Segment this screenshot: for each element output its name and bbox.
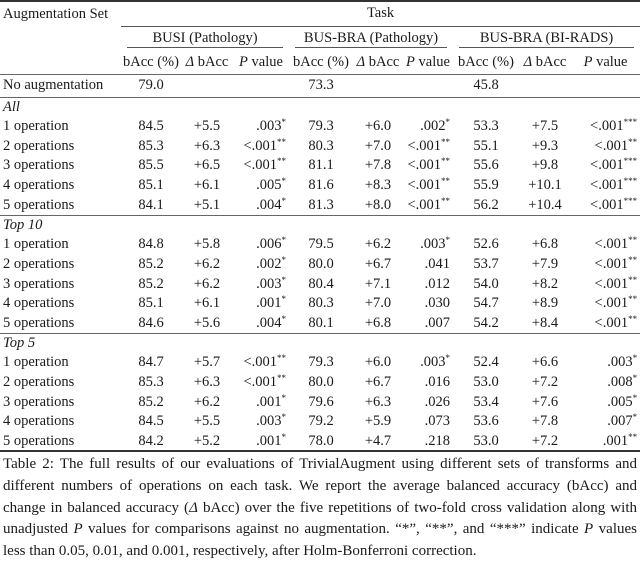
delta-bacc-value: +7.1 xyxy=(364,275,392,292)
row-label: 2 operations xyxy=(3,373,75,390)
bacc-value: 84.6 xyxy=(138,314,164,331)
delta-bacc-value: +9.8 xyxy=(531,157,559,174)
row-label: 1 operation xyxy=(3,236,69,253)
row-label: 3 operations xyxy=(3,393,75,410)
bacc-value: 55.6 xyxy=(473,157,499,174)
delta-bacc-value: +5.1 xyxy=(193,196,221,213)
table-row xyxy=(0,195,640,215)
p-value: .008* xyxy=(607,372,638,390)
p-value: .004* xyxy=(256,195,286,213)
delta-bacc-value: +8.9 xyxy=(531,295,559,312)
p-value: <.001** xyxy=(594,294,638,312)
row-label: 4 operations xyxy=(3,295,75,312)
p-value: .030 xyxy=(424,295,450,312)
p-value: <.001** xyxy=(243,136,286,154)
p-value: <.001** xyxy=(594,235,638,253)
p-value: .004* xyxy=(256,313,286,331)
significance-stars: * xyxy=(281,392,286,403)
bacc-value: 85.1 xyxy=(138,295,164,312)
bacc-value: 52.6 xyxy=(473,236,499,253)
table-row xyxy=(0,274,640,294)
p-value: <.001** xyxy=(243,372,286,390)
p-value: .007* xyxy=(607,412,638,430)
section-title: Top 10 xyxy=(3,216,43,233)
p-value: .001* xyxy=(256,431,286,449)
bacc-value: 79.3 xyxy=(308,118,334,135)
p-value: .002* xyxy=(256,254,286,272)
significance-stars: ** xyxy=(628,313,638,324)
bacc-value: 53.0 xyxy=(473,373,499,390)
bacc-value: 80.1 xyxy=(308,314,334,331)
bacc-value: 84.7 xyxy=(138,354,164,371)
significance-stars: ** xyxy=(277,156,286,167)
delta-bacc-value: +8.4 xyxy=(531,314,559,331)
bacc-value: 52.4 xyxy=(473,354,499,371)
p-value: <.001** xyxy=(594,274,638,292)
p-value: .041 xyxy=(424,255,450,272)
delta-bacc-value: +7.0 xyxy=(364,295,392,312)
bacc-value: 81.1 xyxy=(308,157,334,174)
delta-bacc-value: +6.8 xyxy=(364,314,392,331)
p-value: <.001*** xyxy=(590,176,638,194)
bacc-value: 80.0 xyxy=(308,373,334,390)
p-value: .026 xyxy=(424,393,450,410)
section-header xyxy=(0,333,640,353)
significance-stars: ** xyxy=(441,195,450,206)
delta-bacc-value: +6.1 xyxy=(193,177,221,194)
col-header-delta-bacc: Δ bAcc xyxy=(185,53,229,70)
table-row xyxy=(0,353,640,373)
section-title: All xyxy=(3,98,20,115)
p-value: <.001** xyxy=(243,156,286,174)
p-value: .016 xyxy=(424,373,450,390)
significance-stars: * xyxy=(281,254,286,265)
bacc-value: 84.8 xyxy=(138,236,164,253)
significance-stars: * xyxy=(281,313,286,324)
table-row xyxy=(0,176,640,196)
p-value: .073 xyxy=(424,413,450,430)
row-label: 4 operations xyxy=(3,177,75,194)
delta-bacc-value: +6.3 xyxy=(364,393,392,410)
delta-bacc-value: +6.0 xyxy=(364,118,392,135)
delta-bacc-value: +7.5 xyxy=(531,118,559,135)
delta-bacc-value: +7.6 xyxy=(531,393,559,410)
row-label: 2 operations xyxy=(3,137,75,154)
bacc-value: 84.1 xyxy=(138,196,164,213)
significance-stars: ** xyxy=(628,136,638,147)
p-value: <.001** xyxy=(594,313,638,331)
bacc-value: 85.1 xyxy=(138,177,164,194)
p-value: <.001** xyxy=(243,353,286,371)
p-value: .012 xyxy=(424,275,450,292)
bacc-value: 85.2 xyxy=(138,255,164,272)
significance-stars: * xyxy=(281,176,286,187)
table-row xyxy=(0,373,640,393)
row-label: 2 operations xyxy=(3,255,75,272)
table-row xyxy=(0,136,640,156)
table-row xyxy=(0,412,640,432)
bacc-value: 53.0 xyxy=(473,432,499,449)
significance-stars: ** xyxy=(628,235,638,246)
row-label: No augmentation xyxy=(3,77,104,93)
delta-bacc-value: +6.8 xyxy=(531,236,559,253)
p-value: .003* xyxy=(607,353,638,371)
bacc-value: 79.2 xyxy=(308,413,334,430)
p-value: .218 xyxy=(424,432,450,449)
significance-stars: ** xyxy=(628,274,638,285)
col-header-p-value: P value xyxy=(406,53,450,70)
bacc-value: 53.7 xyxy=(473,255,499,272)
bacc-value: 81.3 xyxy=(308,196,334,213)
delta-bacc-value: +5.5 xyxy=(193,118,221,135)
col-header-bacc: bAcc (%) xyxy=(123,53,179,70)
significance-stars: * xyxy=(445,235,450,246)
bacc-value: 53.6 xyxy=(473,413,499,430)
significance-stars: *** xyxy=(623,117,638,128)
delta-bacc-value: +8.2 xyxy=(531,275,559,292)
bacc-value: 54.2 xyxy=(473,314,499,331)
significance-stars: * xyxy=(632,392,638,403)
delta-bacc-value: +8.0 xyxy=(364,196,392,213)
task-busi-pathology: BUSI (Pathology) xyxy=(121,26,289,51)
delta-bacc-value: +10.4 xyxy=(528,196,562,213)
delta-bacc-value: +7.2 xyxy=(531,373,559,390)
bacc-value: 81.6 xyxy=(308,177,334,194)
corner-header: Augmentation Set xyxy=(3,5,109,22)
p-value: <.001*** xyxy=(590,117,638,135)
p-value: <.001** xyxy=(407,136,450,154)
bacc-value: 53.3 xyxy=(473,118,499,135)
p-value: <.001** xyxy=(594,136,638,154)
delta-bacc-value: +8.3 xyxy=(364,177,392,194)
delta-bacc-value: +6.5 xyxy=(193,157,221,174)
p-value: .005* xyxy=(607,392,638,410)
table-row xyxy=(0,314,640,334)
significance-stars: ** xyxy=(628,431,638,442)
column-header-row xyxy=(0,51,640,74)
significance-stars: * xyxy=(445,353,450,364)
p-value: <.001** xyxy=(407,195,450,213)
significance-stars: *** xyxy=(623,176,638,187)
delta-bacc-value: +10.1 xyxy=(528,177,562,194)
p-value: .005* xyxy=(256,176,286,194)
delta-bacc-value: +7.2 xyxy=(531,432,559,449)
section-header xyxy=(0,215,640,235)
bacc-value: 85.3 xyxy=(138,373,164,390)
p-value: .003* xyxy=(256,412,286,430)
row-label: 5 operations xyxy=(3,314,75,331)
significance-stars: ** xyxy=(277,353,286,364)
row-label: 3 operations xyxy=(3,157,75,174)
bacc-value: 80.3 xyxy=(308,295,334,312)
bacc-value: 85.5 xyxy=(138,157,164,174)
p-value: <.001*** xyxy=(590,195,638,213)
bacc-value: 85.3 xyxy=(138,137,164,154)
significance-stars: ** xyxy=(441,156,450,167)
significance-stars: *** xyxy=(623,156,638,167)
section-title: Top 5 xyxy=(3,334,36,351)
significance-stars: * xyxy=(281,235,286,246)
significance-stars: *** xyxy=(623,195,638,206)
row-label: 5 operations xyxy=(3,432,75,449)
col-header-p-value: P value xyxy=(583,53,628,70)
delta-bacc-value: +6.2 xyxy=(364,236,392,253)
table-row xyxy=(0,392,640,412)
col-header-p-value: P value xyxy=(239,53,283,70)
significance-stars: ** xyxy=(628,294,638,305)
bacc-value: 80.4 xyxy=(308,275,334,292)
bacc-value: 80.0 xyxy=(308,255,334,272)
significance-stars: * xyxy=(281,431,286,442)
delta-bacc-value: +6.2 xyxy=(193,393,221,410)
p-value: .003* xyxy=(256,274,286,292)
delta-bacc-value: +7.0 xyxy=(364,137,392,154)
p-value: .003* xyxy=(256,117,286,135)
delta-bacc-value: +6.2 xyxy=(193,275,221,292)
row-label: 4 operations xyxy=(3,413,75,430)
delta-bacc-value: +5.6 xyxy=(193,314,221,331)
delta-bacc-value: +5.5 xyxy=(193,413,221,430)
p-value: .002* xyxy=(420,117,450,135)
significance-stars: ** xyxy=(277,136,286,147)
bacc-value: 78.0 xyxy=(308,432,334,449)
baseline-value: 73.3 xyxy=(308,77,334,93)
delta-bacc-value: +4.7 xyxy=(364,432,392,449)
delta-bacc-value: +5.2 xyxy=(193,432,221,449)
col-header-delta-bacc: Δ bAcc xyxy=(523,53,567,70)
bacc-value: 80.3 xyxy=(308,137,334,154)
significance-stars: ** xyxy=(277,372,286,383)
delta-bacc-value: +6.3 xyxy=(193,373,221,390)
delta-bacc-value: +5.8 xyxy=(193,236,221,253)
bacc-value: 55.1 xyxy=(473,137,499,154)
significance-stars: * xyxy=(281,195,286,206)
significance-stars: * xyxy=(281,294,286,305)
delta-bacc-value: +6.1 xyxy=(193,295,221,312)
p-value: .001** xyxy=(602,431,638,449)
bacc-value: 85.2 xyxy=(138,275,164,292)
delta-bacc-value: +6.7 xyxy=(364,255,392,272)
p-value: <.001** xyxy=(594,254,638,272)
significance-stars: ** xyxy=(441,136,450,147)
significance-stars: * xyxy=(281,412,286,423)
table-caption: Table 2: The full results of our evaluations of TrivialAugment using different sets of transforms and different numbers of operations on each task. We report the average balanced accuracy (bAcc) and change in balanced accuracy (Δ bAcc) over the five repetitions of two-fold cross validation along with unadjusted P values for comparisons against no augmentation. “*”, “**”, and “***” indicate P values less than 0.05, 0.01, and 0.001, respectively, after Holm-Bonferroni correction. xyxy=(3,456,638,559)
delta-bacc-value: +6.3 xyxy=(193,137,221,154)
significance-stars: * xyxy=(445,117,450,128)
bacc-value: 84.5 xyxy=(138,413,164,430)
bacc-value: 79.5 xyxy=(308,236,334,253)
bacc-value: 84.2 xyxy=(138,432,164,449)
delta-bacc-value: +5.9 xyxy=(364,413,392,430)
baseline-value: 45.8 xyxy=(473,77,499,93)
bacc-value: 54.7 xyxy=(473,295,499,312)
delta-bacc-value: +7.8 xyxy=(364,157,392,174)
p-value: <.001*** xyxy=(590,156,638,174)
significance-stars: * xyxy=(281,117,286,128)
p-value: <.001** xyxy=(407,176,450,194)
baseline-value: 79.0 xyxy=(138,77,164,93)
significance-stars: ** xyxy=(628,254,638,265)
delta-bacc-value: +6.0 xyxy=(364,354,392,371)
p-value: .001* xyxy=(256,392,286,410)
delta-bacc-value: +9.3 xyxy=(531,137,559,154)
task-busbra-pathology: BUS-BRA (Pathology) xyxy=(289,26,453,51)
p-value: .007 xyxy=(424,314,450,331)
bacc-value: 54.0 xyxy=(473,275,499,292)
bacc-value: 85.2 xyxy=(138,393,164,410)
bacc-value: 79.6 xyxy=(308,393,334,410)
bacc-value: 84.5 xyxy=(138,118,164,135)
task-header: Task xyxy=(121,1,640,26)
significance-stars: * xyxy=(632,353,638,364)
table-row xyxy=(0,432,640,452)
table-row xyxy=(0,117,640,137)
bacc-value: 56.2 xyxy=(473,196,499,213)
table-row xyxy=(0,235,640,255)
p-value: .003* xyxy=(420,235,450,253)
significance-stars: * xyxy=(632,372,638,383)
table-row xyxy=(0,294,640,314)
bacc-value: 55.9 xyxy=(473,177,499,194)
significance-stars: * xyxy=(281,274,286,285)
baseline-row xyxy=(0,74,640,97)
row-label: 3 operations xyxy=(3,275,75,292)
p-value: .001* xyxy=(256,294,286,312)
task-busbra-birads: BUS-BRA (BI-RADS) xyxy=(453,26,640,51)
table-row xyxy=(0,156,640,176)
delta-bacc-value: +7.8 xyxy=(531,413,559,430)
p-value: .003* xyxy=(420,353,450,371)
row-label: 1 operation xyxy=(3,118,69,135)
delta-bacc-value: +6.6 xyxy=(531,354,559,371)
delta-bacc-value: +7.9 xyxy=(531,255,559,272)
delta-bacc-value: +5.7 xyxy=(193,354,221,371)
p-value: <.001** xyxy=(407,156,450,174)
bacc-value: 79.3 xyxy=(308,354,334,371)
delta-bacc-value: +6.7 xyxy=(364,373,392,390)
significance-stars: * xyxy=(632,412,638,423)
table-row xyxy=(0,255,640,275)
p-value: .006* xyxy=(256,235,286,253)
row-label: 1 operation xyxy=(3,354,69,371)
col-header-delta-bacc: Δ bAcc xyxy=(356,53,400,70)
row-label: 5 operations xyxy=(3,196,75,213)
bacc-value: 53.4 xyxy=(473,393,499,410)
col-header-bacc: bAcc (%) xyxy=(293,53,349,70)
significance-stars: ** xyxy=(441,176,450,187)
col-header-bacc: bAcc (%) xyxy=(458,53,514,70)
section-header xyxy=(0,97,640,117)
delta-bacc-value: +6.2 xyxy=(193,255,221,272)
